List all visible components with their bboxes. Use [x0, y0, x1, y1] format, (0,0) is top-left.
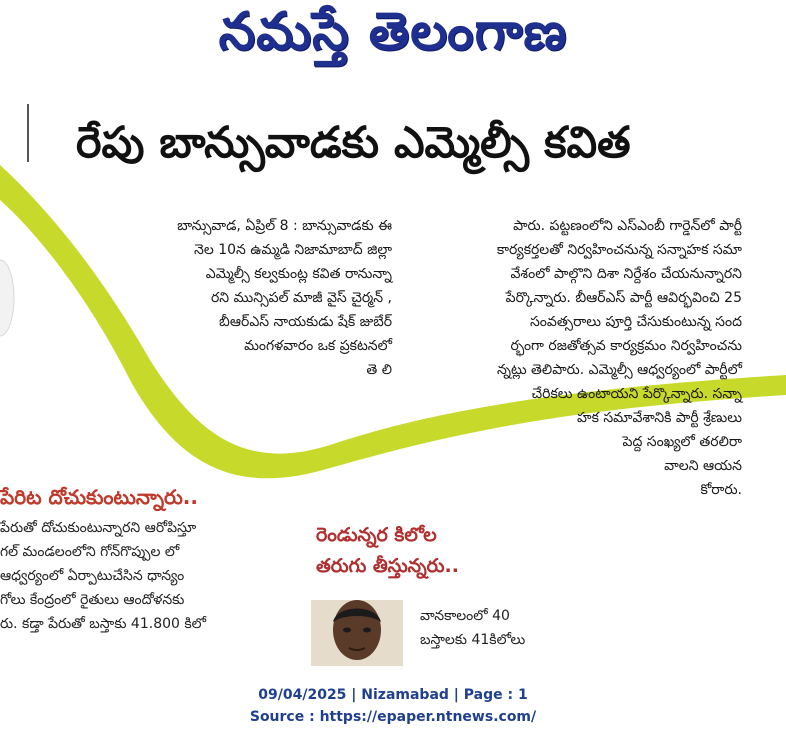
source-line: Source : https://epaper.ntnews.com/: [249, 709, 537, 725]
edition-line: 09/04/2025 | Nizamabad | Page : 1: [258, 687, 528, 703]
article-line: ఎమ్మెల్సీ కల్వకుంట్ల కవిత రానున్నా: [205, 266, 392, 282]
story-line: గోలు కేంద్రంలో రైతులు ఆందోళనకు: [0, 592, 185, 608]
article-line: తె లి: [366, 362, 392, 378]
column-divider: [27, 104, 29, 162]
story-line: బస్తాలకు 41కిలోలు: [420, 632, 526, 648]
article-line: చేరికలు ఉంటాయని పేర్కొన్నారు. సన్నా: [531, 386, 742, 402]
article-line: న్నట్లు తెలిపారు. ఎమ్మెల్సీ ఆధ్వర్యంలో పార్టీలో: [496, 362, 742, 378]
story-line: గల్ మండలంలోని గోన్‌గొప్పుల లో: [0, 544, 180, 560]
story-left-body: [0, 516, 252, 636]
masthead-title: నమస్తే తెలంగాణ: [218, 2, 568, 62]
story-line: రు. కడ్తా పేరుతో బస్తాకు 41.800 కిలో: [0, 616, 207, 632]
article-line: బాన్సువాడ, ఏప్రిల్ 8 : బాన్సువాడకు ఈ: [177, 218, 392, 234]
article-line: కార్యకర్తలతో నిర్వహించనున్న సన్నాహక సమా: [496, 242, 742, 258]
article-line: పేర్కొన్నారు. బీఆర్ఎస్ పార్టీ ఆవిర్భవించి 25: [505, 290, 742, 306]
article-line: బీఆర్ఎస్ నాయకుడు షేక్ జుబేర్: [219, 314, 392, 330]
story-right-body: [420, 604, 610, 652]
story-line: పేరుతో దోచుకుంటున్నారని ఆరోపిస్తూ: [0, 520, 197, 536]
story-line: ఆధ్వర్యంలో ఏర్పాటుచేసిన ధాన్యం: [0, 568, 185, 584]
article-line: పారు. పట్టణంలోని ఎస్ఎంబీ గార్డెన్‌లో పార్టీ: [513, 218, 742, 234]
article-line: కోరారు.: [700, 482, 742, 498]
article-line: రని మున్సిపల్ మాజీ వైస్ చైర్మన్ ,: [210, 290, 392, 306]
person-photo: [311, 600, 403, 666]
story-line: వానకాలంలో 40: [420, 608, 510, 624]
story-right-subheading: [316, 520, 459, 582]
article-line: సంవత్సరాలు పూర్తి చేసుకుంటున్న సంద: [529, 314, 742, 330]
article-line: ర్భంగా రజతోత్సవ కార్యక్రమం నిర్వహించను: [510, 338, 742, 354]
subheading-line: తరుగు తీస్తున్నరు..: [316, 555, 459, 577]
story-left-subheading: పేరిట దోచుకుంటున్నారు..: [0, 485, 198, 509]
article-line: నెల 10న ఉమ్మడి నిజామాబాద్ జిల్లా: [194, 242, 392, 258]
article-headline: రేపు బాన్సువాడకు ఎమ్మెల్సీ కవిత: [76, 118, 631, 168]
article-line: మంగళవారం ఒక ప్రకటనలో: [244, 338, 392, 354]
article-column-right: [402, 214, 742, 502]
article-line: హక సమావేశానికి పార్టీ శ్రేణులు: [577, 410, 742, 426]
footer: [0, 684, 786, 728]
article-line: వేశంలో పాల్గొని దిశా నిర్దేశం చేయనున్నారని: [510, 266, 742, 282]
subheading-line: రెండున్నర కిలోల: [316, 524, 437, 546]
article-line: వాలని ఆయన: [664, 458, 742, 474]
article-column-left: [112, 214, 392, 382]
article-line: పెద్ద సంఖ్యలో తరలిరా: [622, 434, 742, 450]
